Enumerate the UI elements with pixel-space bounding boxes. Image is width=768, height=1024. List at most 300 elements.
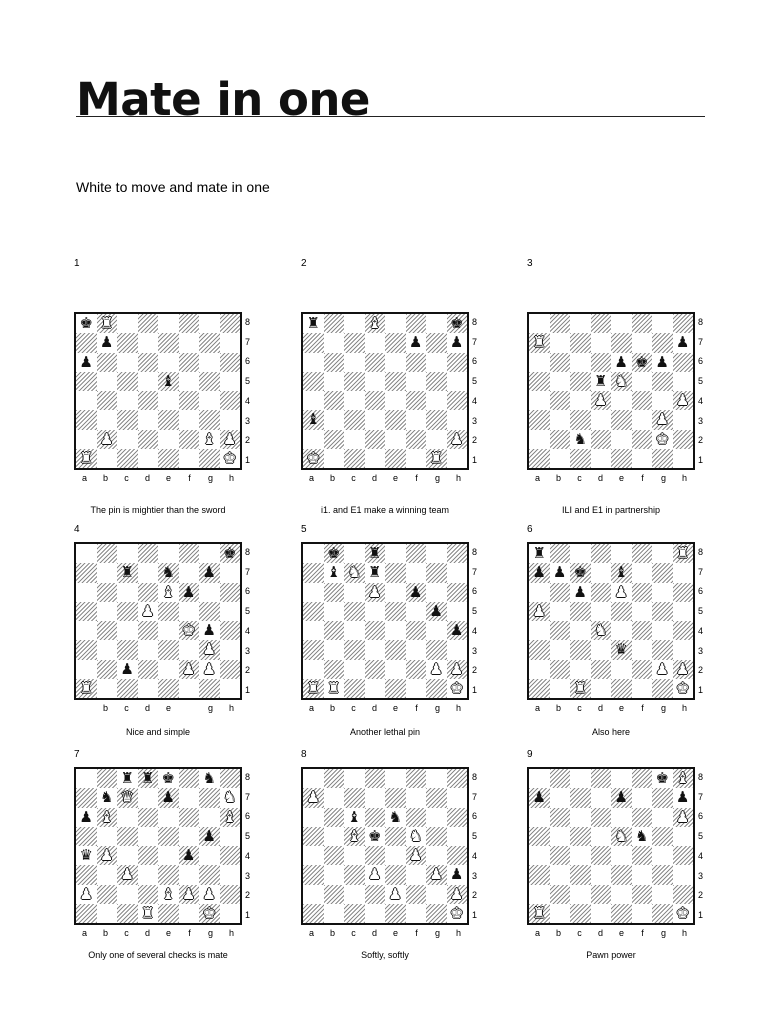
board-square[interactable] bbox=[632, 640, 653, 659]
board-square[interactable] bbox=[591, 314, 612, 333]
board-square[interactable] bbox=[385, 621, 406, 640]
board-square[interactable] bbox=[673, 372, 694, 391]
board-square[interactable] bbox=[97, 314, 118, 333]
board-square[interactable] bbox=[385, 430, 406, 449]
board-square[interactable] bbox=[611, 660, 632, 679]
board-square[interactable] bbox=[426, 391, 447, 410]
board-square[interactable] bbox=[76, 314, 97, 333]
board-square[interactable] bbox=[652, 410, 673, 429]
board-square[interactable] bbox=[97, 660, 118, 679]
board-square[interactable] bbox=[138, 788, 159, 807]
board-square[interactable] bbox=[570, 865, 591, 884]
board-square[interactable] bbox=[385, 391, 406, 410]
board-square[interactable] bbox=[673, 621, 694, 640]
board-square[interactable] bbox=[550, 621, 571, 640]
board-square[interactable] bbox=[76, 808, 97, 827]
board-square[interactable] bbox=[303, 846, 324, 865]
board-square[interactable] bbox=[611, 430, 632, 449]
board-square[interactable] bbox=[303, 314, 324, 333]
board-square[interactable] bbox=[179, 410, 200, 429]
board-square[interactable] bbox=[673, 602, 694, 621]
board-square[interactable] bbox=[385, 449, 406, 468]
board-square[interactable] bbox=[591, 430, 612, 449]
board-square[interactable] bbox=[220, 353, 241, 372]
board-square[interactable] bbox=[632, 353, 653, 372]
board-square[interactable] bbox=[673, 660, 694, 679]
board-square[interactable] bbox=[426, 544, 447, 563]
board-square[interactable] bbox=[673, 563, 694, 582]
board-square[interactable] bbox=[652, 679, 673, 698]
board-square[interactable] bbox=[611, 621, 632, 640]
board-square[interactable] bbox=[97, 333, 118, 352]
board-square[interactable] bbox=[611, 391, 632, 410]
board-square[interactable] bbox=[220, 583, 241, 602]
board-square[interactable] bbox=[611, 808, 632, 827]
board-square[interactable] bbox=[550, 372, 571, 391]
board-square[interactable] bbox=[426, 333, 447, 352]
board-square[interactable] bbox=[138, 679, 159, 698]
board-square[interactable] bbox=[324, 410, 345, 429]
board-square[interactable] bbox=[158, 621, 179, 640]
board-square[interactable] bbox=[652, 353, 673, 372]
board-square[interactable] bbox=[447, 660, 468, 679]
board-square[interactable] bbox=[365, 583, 386, 602]
board-square[interactable] bbox=[550, 827, 571, 846]
board-square[interactable] bbox=[344, 583, 365, 602]
board-square[interactable] bbox=[385, 769, 406, 788]
board-square[interactable] bbox=[158, 660, 179, 679]
board-square[interactable] bbox=[303, 621, 324, 640]
board-square[interactable] bbox=[447, 544, 468, 563]
board-square[interactable] bbox=[324, 788, 345, 807]
board-square[interactable] bbox=[673, 391, 694, 410]
board-square[interactable] bbox=[199, 314, 220, 333]
board-square[interactable] bbox=[652, 583, 673, 602]
board-square[interactable] bbox=[76, 769, 97, 788]
board-square[interactable] bbox=[570, 314, 591, 333]
board-square[interactable] bbox=[591, 449, 612, 468]
board-square[interactable] bbox=[97, 846, 118, 865]
board-square[interactable] bbox=[158, 640, 179, 659]
board-square[interactable] bbox=[406, 314, 427, 333]
board-square[interactable] bbox=[324, 353, 345, 372]
board-square[interactable] bbox=[550, 679, 571, 698]
board-square[interactable] bbox=[117, 333, 138, 352]
board-square[interactable] bbox=[632, 788, 653, 807]
board-square[interactable] bbox=[447, 904, 468, 923]
board-square[interactable] bbox=[324, 430, 345, 449]
board-square[interactable] bbox=[406, 904, 427, 923]
board-square[interactable] bbox=[591, 640, 612, 659]
board-square[interactable] bbox=[303, 769, 324, 788]
board-square[interactable] bbox=[220, 430, 241, 449]
board-square[interactable] bbox=[97, 865, 118, 884]
board-square[interactable] bbox=[97, 808, 118, 827]
board-square[interactable] bbox=[406, 353, 427, 372]
board-square[interactable] bbox=[365, 769, 386, 788]
board-square[interactable] bbox=[550, 885, 571, 904]
board-square[interactable] bbox=[344, 602, 365, 621]
board-square[interactable] bbox=[529, 602, 550, 621]
board-square[interactable] bbox=[447, 640, 468, 659]
board-square[interactable] bbox=[632, 679, 653, 698]
board-square[interactable] bbox=[385, 846, 406, 865]
board-square[interactable] bbox=[344, 885, 365, 904]
board-square[interactable] bbox=[365, 391, 386, 410]
board-square[interactable] bbox=[179, 788, 200, 807]
board-square[interactable] bbox=[303, 679, 324, 698]
board-square[interactable] bbox=[117, 769, 138, 788]
board-square[interactable] bbox=[324, 372, 345, 391]
board-square[interactable] bbox=[652, 449, 673, 468]
board-square[interactable] bbox=[385, 410, 406, 429]
board-square[interactable] bbox=[117, 788, 138, 807]
board-square[interactable] bbox=[344, 314, 365, 333]
board-square[interactable] bbox=[426, 430, 447, 449]
board-square[interactable] bbox=[324, 769, 345, 788]
board-square[interactable] bbox=[632, 372, 653, 391]
board-square[interactable] bbox=[529, 827, 550, 846]
board-square[interactable] bbox=[199, 602, 220, 621]
board-square[interactable] bbox=[550, 904, 571, 923]
board-square[interactable] bbox=[303, 583, 324, 602]
board-square[interactable] bbox=[76, 430, 97, 449]
board-square[interactable] bbox=[447, 314, 468, 333]
board-square[interactable] bbox=[138, 904, 159, 923]
board-square[interactable] bbox=[117, 314, 138, 333]
board-square[interactable] bbox=[344, 660, 365, 679]
board-square[interactable] bbox=[365, 640, 386, 659]
board-square[interactable] bbox=[138, 602, 159, 621]
board-square[interactable] bbox=[76, 563, 97, 582]
board-square[interactable] bbox=[447, 602, 468, 621]
board-square[interactable] bbox=[199, 640, 220, 659]
board-square[interactable] bbox=[365, 827, 386, 846]
board-square[interactable] bbox=[447, 827, 468, 846]
board-square[interactable] bbox=[199, 544, 220, 563]
board-square[interactable] bbox=[97, 904, 118, 923]
board-square[interactable] bbox=[550, 769, 571, 788]
board-square[interactable] bbox=[611, 353, 632, 372]
board-square[interactable] bbox=[179, 353, 200, 372]
board-square[interactable] bbox=[76, 410, 97, 429]
board-square[interactable] bbox=[447, 865, 468, 884]
board-square[interactable] bbox=[158, 314, 179, 333]
board-square[interactable] bbox=[652, 333, 673, 352]
board-square[interactable] bbox=[426, 827, 447, 846]
board-square[interactable] bbox=[652, 865, 673, 884]
board-square[interactable] bbox=[76, 583, 97, 602]
board-square[interactable] bbox=[138, 430, 159, 449]
board-square[interactable] bbox=[365, 563, 386, 582]
board-square[interactable] bbox=[385, 372, 406, 391]
board-square[interactable] bbox=[158, 827, 179, 846]
board-square[interactable] bbox=[365, 372, 386, 391]
board-square[interactable] bbox=[365, 846, 386, 865]
board-square[interactable] bbox=[76, 372, 97, 391]
board-square[interactable] bbox=[324, 885, 345, 904]
board-square[interactable] bbox=[199, 846, 220, 865]
board-square[interactable] bbox=[158, 885, 179, 904]
board-square[interactable] bbox=[385, 640, 406, 659]
board-square[interactable] bbox=[447, 391, 468, 410]
board-square[interactable] bbox=[673, 544, 694, 563]
board-square[interactable] bbox=[632, 904, 653, 923]
board-square[interactable] bbox=[385, 904, 406, 923]
board-square[interactable] bbox=[365, 808, 386, 827]
board-square[interactable] bbox=[117, 430, 138, 449]
board-square[interactable] bbox=[426, 353, 447, 372]
board-square[interactable] bbox=[158, 788, 179, 807]
board-square[interactable] bbox=[158, 430, 179, 449]
board-square[interactable] bbox=[591, 865, 612, 884]
board-square[interactable] bbox=[138, 372, 159, 391]
board-square[interactable] bbox=[570, 827, 591, 846]
board-square[interactable] bbox=[385, 353, 406, 372]
board-square[interactable] bbox=[365, 788, 386, 807]
board-square[interactable] bbox=[97, 372, 118, 391]
board-square[interactable] bbox=[632, 563, 653, 582]
board-square[interactable] bbox=[426, 602, 447, 621]
board-square[interactable] bbox=[550, 865, 571, 884]
board-square[interactable] bbox=[529, 563, 550, 582]
board-square[interactable] bbox=[652, 904, 673, 923]
board-square[interactable] bbox=[365, 660, 386, 679]
board-square[interactable] bbox=[529, 372, 550, 391]
board-square[interactable] bbox=[591, 885, 612, 904]
board-square[interactable] bbox=[303, 353, 324, 372]
board-square[interactable] bbox=[529, 544, 550, 563]
board-square[interactable] bbox=[365, 410, 386, 429]
board-square[interactable] bbox=[611, 410, 632, 429]
board-square[interactable] bbox=[303, 391, 324, 410]
board-square[interactable] bbox=[303, 430, 324, 449]
board-square[interactable] bbox=[611, 679, 632, 698]
board-square[interactable] bbox=[447, 449, 468, 468]
board-square[interactable] bbox=[611, 904, 632, 923]
board-square[interactable] bbox=[385, 660, 406, 679]
board-square[interactable] bbox=[117, 621, 138, 640]
board-square[interactable] bbox=[529, 430, 550, 449]
board-square[interactable] bbox=[591, 904, 612, 923]
board-square[interactable] bbox=[652, 430, 673, 449]
board-square[interactable] bbox=[426, 769, 447, 788]
board-square[interactable] bbox=[365, 679, 386, 698]
board-square[interactable] bbox=[365, 353, 386, 372]
board-square[interactable] bbox=[529, 449, 550, 468]
board-square[interactable] bbox=[426, 410, 447, 429]
board-square[interactable] bbox=[303, 410, 324, 429]
board-square[interactable] bbox=[652, 621, 673, 640]
board-square[interactable] bbox=[529, 904, 550, 923]
board-square[interactable] bbox=[179, 391, 200, 410]
board-square[interactable] bbox=[303, 808, 324, 827]
board-square[interactable] bbox=[426, 865, 447, 884]
board-square[interactable] bbox=[365, 430, 386, 449]
board-square[interactable] bbox=[426, 449, 447, 468]
board-square[interactable] bbox=[529, 769, 550, 788]
board-square[interactable] bbox=[344, 827, 365, 846]
board-square[interactable] bbox=[591, 410, 612, 429]
board-square[interactable] bbox=[324, 808, 345, 827]
board-square[interactable] bbox=[611, 846, 632, 865]
board-square[interactable] bbox=[324, 583, 345, 602]
board-square[interactable] bbox=[220, 640, 241, 659]
board-square[interactable] bbox=[179, 660, 200, 679]
board-square[interactable] bbox=[138, 865, 159, 884]
board-square[interactable] bbox=[303, 827, 324, 846]
board-square[interactable] bbox=[385, 602, 406, 621]
board-square[interactable] bbox=[97, 449, 118, 468]
board-square[interactable] bbox=[76, 621, 97, 640]
board-square[interactable] bbox=[570, 808, 591, 827]
board-square[interactable] bbox=[324, 660, 345, 679]
board-square[interactable] bbox=[117, 865, 138, 884]
board-square[interactable] bbox=[117, 563, 138, 582]
board-square[interactable] bbox=[158, 410, 179, 429]
board-square[interactable] bbox=[324, 544, 345, 563]
board-square[interactable] bbox=[406, 640, 427, 659]
board-square[interactable] bbox=[199, 904, 220, 923]
board-square[interactable] bbox=[76, 788, 97, 807]
board-square[interactable] bbox=[673, 827, 694, 846]
board-square[interactable] bbox=[117, 827, 138, 846]
board-square[interactable] bbox=[570, 353, 591, 372]
board-square[interactable] bbox=[529, 846, 550, 865]
board-square[interactable] bbox=[158, 372, 179, 391]
board-square[interactable] bbox=[632, 621, 653, 640]
board-square[interactable] bbox=[591, 660, 612, 679]
board-square[interactable] bbox=[385, 333, 406, 352]
board-square[interactable] bbox=[344, 846, 365, 865]
board-square[interactable] bbox=[570, 602, 591, 621]
board-square[interactable] bbox=[324, 563, 345, 582]
board-square[interactable] bbox=[199, 621, 220, 640]
board-square[interactable] bbox=[529, 640, 550, 659]
board-square[interactable] bbox=[673, 846, 694, 865]
board-square[interactable] bbox=[365, 544, 386, 563]
board-square[interactable] bbox=[199, 583, 220, 602]
board-square[interactable] bbox=[406, 679, 427, 698]
board-square[interactable] bbox=[179, 621, 200, 640]
board-square[interactable] bbox=[611, 314, 632, 333]
board-square[interactable] bbox=[591, 602, 612, 621]
board-square[interactable] bbox=[632, 314, 653, 333]
board-square[interactable] bbox=[138, 660, 159, 679]
board-square[interactable] bbox=[591, 563, 612, 582]
board-square[interactable] bbox=[426, 621, 447, 640]
board-square[interactable] bbox=[199, 865, 220, 884]
board-square[interactable] bbox=[447, 372, 468, 391]
board-square[interactable] bbox=[117, 640, 138, 659]
board-square[interactable] bbox=[324, 640, 345, 659]
board-square[interactable] bbox=[570, 372, 591, 391]
board-square[interactable] bbox=[97, 353, 118, 372]
board-square[interactable] bbox=[117, 679, 138, 698]
board-square[interactable] bbox=[199, 333, 220, 352]
board-square[interactable] bbox=[97, 563, 118, 582]
board-square[interactable] bbox=[76, 679, 97, 698]
board-square[interactable] bbox=[76, 391, 97, 410]
board-square[interactable] bbox=[365, 449, 386, 468]
board-square[interactable] bbox=[138, 846, 159, 865]
board-square[interactable] bbox=[138, 353, 159, 372]
board-square[interactable] bbox=[344, 333, 365, 352]
board-square[interactable] bbox=[344, 449, 365, 468]
board-square[interactable] bbox=[344, 563, 365, 582]
board-square[interactable] bbox=[529, 621, 550, 640]
board-square[interactable] bbox=[76, 602, 97, 621]
board-square[interactable] bbox=[303, 640, 324, 659]
board-square[interactable] bbox=[611, 333, 632, 352]
board-square[interactable] bbox=[406, 660, 427, 679]
board-square[interactable] bbox=[632, 410, 653, 429]
board-square[interactable] bbox=[673, 808, 694, 827]
board-square[interactable] bbox=[199, 353, 220, 372]
board-square[interactable] bbox=[385, 827, 406, 846]
board-square[interactable] bbox=[385, 788, 406, 807]
board-square[interactable] bbox=[179, 827, 200, 846]
board-square[interactable] bbox=[220, 449, 241, 468]
board-square[interactable] bbox=[632, 846, 653, 865]
board-square[interactable] bbox=[199, 827, 220, 846]
board-square[interactable] bbox=[426, 788, 447, 807]
board-square[interactable] bbox=[324, 865, 345, 884]
board-square[interactable] bbox=[447, 769, 468, 788]
board-square[interactable] bbox=[117, 885, 138, 904]
board-square[interactable] bbox=[138, 769, 159, 788]
board-square[interactable] bbox=[447, 679, 468, 698]
board-square[interactable] bbox=[673, 410, 694, 429]
board-square[interactable] bbox=[179, 430, 200, 449]
board-square[interactable] bbox=[199, 391, 220, 410]
board-square[interactable] bbox=[220, 621, 241, 640]
board-square[interactable] bbox=[138, 808, 159, 827]
board-square[interactable] bbox=[426, 372, 447, 391]
board-square[interactable] bbox=[529, 865, 550, 884]
board-square[interactable] bbox=[652, 372, 673, 391]
board-square[interactable] bbox=[344, 904, 365, 923]
board-square[interactable] bbox=[158, 846, 179, 865]
board-square[interactable] bbox=[117, 544, 138, 563]
board-square[interactable] bbox=[138, 544, 159, 563]
board-square[interactable] bbox=[179, 449, 200, 468]
board-square[interactable] bbox=[97, 679, 118, 698]
board-square[interactable] bbox=[365, 904, 386, 923]
board-square[interactable] bbox=[426, 640, 447, 659]
board-square[interactable] bbox=[179, 544, 200, 563]
board-square[interactable] bbox=[632, 865, 653, 884]
board-square[interactable] bbox=[117, 410, 138, 429]
board-square[interactable] bbox=[76, 846, 97, 865]
board-square[interactable] bbox=[344, 865, 365, 884]
board-square[interactable] bbox=[179, 583, 200, 602]
board-square[interactable] bbox=[220, 827, 241, 846]
board-square[interactable] bbox=[570, 544, 591, 563]
board-square[interactable] bbox=[97, 410, 118, 429]
board-square[interactable] bbox=[220, 314, 241, 333]
board-square[interactable] bbox=[199, 808, 220, 827]
board-square[interactable] bbox=[76, 640, 97, 659]
board-square[interactable] bbox=[97, 640, 118, 659]
board-square[interactable] bbox=[529, 333, 550, 352]
board-square[interactable] bbox=[406, 430, 427, 449]
board-square[interactable] bbox=[406, 333, 427, 352]
board-square[interactable] bbox=[138, 583, 159, 602]
board-square[interactable] bbox=[570, 660, 591, 679]
board-square[interactable] bbox=[529, 679, 550, 698]
board-square[interactable] bbox=[385, 583, 406, 602]
